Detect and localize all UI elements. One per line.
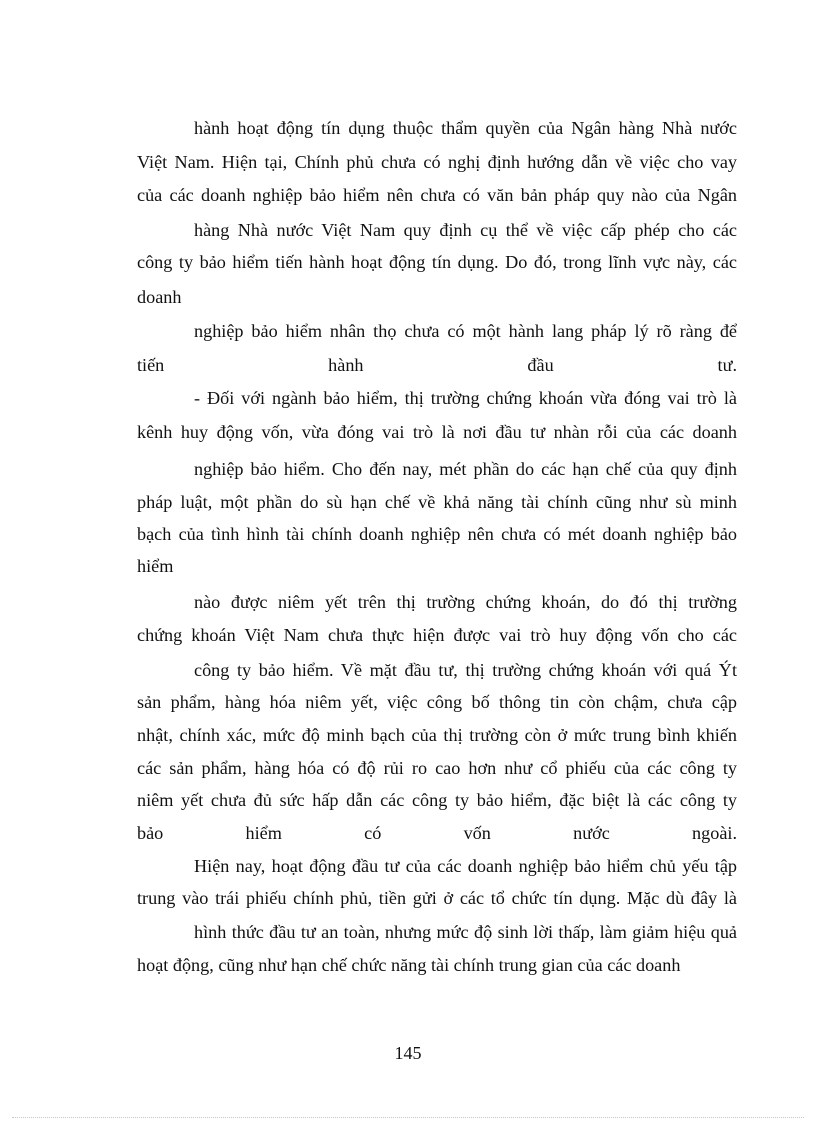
text-line: Việt Nam. Hiện tại, Chính phủ chưa có nghị định hướng dẫn về việc cho vay	[137, 152, 737, 172]
text-line: bảo hiểm có vốn nước ngoài.	[137, 823, 737, 843]
text-line: bạch của tình hình tài chính doanh nghiệp nên chưa có mét doanh nghiệp bảo	[137, 524, 737, 544]
page-number: 145	[394, 1043, 422, 1063]
text-line: nghiệp bảo hiểm. Cho đến nay, mét phần do các hạn chế của quy định	[194, 459, 737, 479]
text-line: nhật, chính xác, mức độ minh bạch của thị trường còn ở mức trung bình khiến	[137, 725, 737, 745]
text-line: chứng khoán Việt Nam chưa thực hiện được vai trò huy động vốn cho các	[137, 625, 737, 645]
text-line: hoạt động, cũng như hạn chế chức năng tài chính trung gian của các doanh	[137, 955, 681, 975]
text-line: nghiệp bảo hiểm nhân thọ chưa có một hành lang pháp lý rõ ràng để	[194, 321, 737, 341]
text-line: hàng Nhà nước Việt Nam quy định cụ thể về việc cấp phép cho các	[194, 220, 737, 240]
text-line: sản phẩm, hàng hóa niêm yết, việc công bố thông tin còn chậm, chưa cập	[137, 692, 737, 712]
text-line: tiến hành đầu tư.	[137, 355, 737, 375]
text-line: trung vào trái phiếu chính phủ, tiền gửi ở các tổ chức tín dụng. Mặc dù đây là	[137, 888, 737, 908]
page-bottom-dotted-rule	[12, 1117, 804, 1118]
text-line: kênh huy động vốn, vừa đóng vai trò là nơi đầu tư nhàn rỗi của các doanh	[137, 422, 737, 442]
text-line: công ty bảo hiểm tiến hành hoạt động tín dụng. Do đó, trong lĩnh vực này, các	[137, 252, 737, 272]
text-line: niêm yết chưa đủ sức hấp dẫn các công ty bảo hiểm, đặc biệt là các công ty	[137, 790, 737, 810]
text-line: của các doanh nghiệp bảo hiểm nên chưa có văn bản pháp quy nào của Ngân	[137, 185, 737, 205]
text-line: hiểm	[137, 556, 174, 576]
text-line: pháp luật, một phần do sù hạn chế về khả năng tài chính cũng như sù minh	[137, 492, 737, 512]
text-line: nào được niêm yết trên thị trường chứng khoán, do đó thị trường	[194, 592, 737, 612]
text-line: hành hoạt động tín dụng thuộc thẩm quyền của Ngân hàng Nhà nước	[194, 118, 737, 138]
text-line: Hiện nay, hoạt động đầu tư của các doanh nghiệp bảo hiểm chủ yếu tập	[194, 856, 737, 876]
text-line: doanh	[137, 287, 182, 307]
text-line: công ty bảo hiểm. Về mặt đầu tư, thị trường chứng khoán với quá Ýt	[194, 660, 737, 680]
text-line: các sản phẩm, hàng hóa có độ rủi ro cao hơn như cổ phiếu của các công ty	[137, 758, 737, 778]
text-line: hình thức đầu tư an toàn, nhưng mức độ sinh lời thấp, làm giảm hiệu quả	[194, 922, 737, 942]
text-line: - Đối với ngành bảo hiểm, thị trường chứng khoán vừa đóng vai trò là	[194, 388, 737, 408]
